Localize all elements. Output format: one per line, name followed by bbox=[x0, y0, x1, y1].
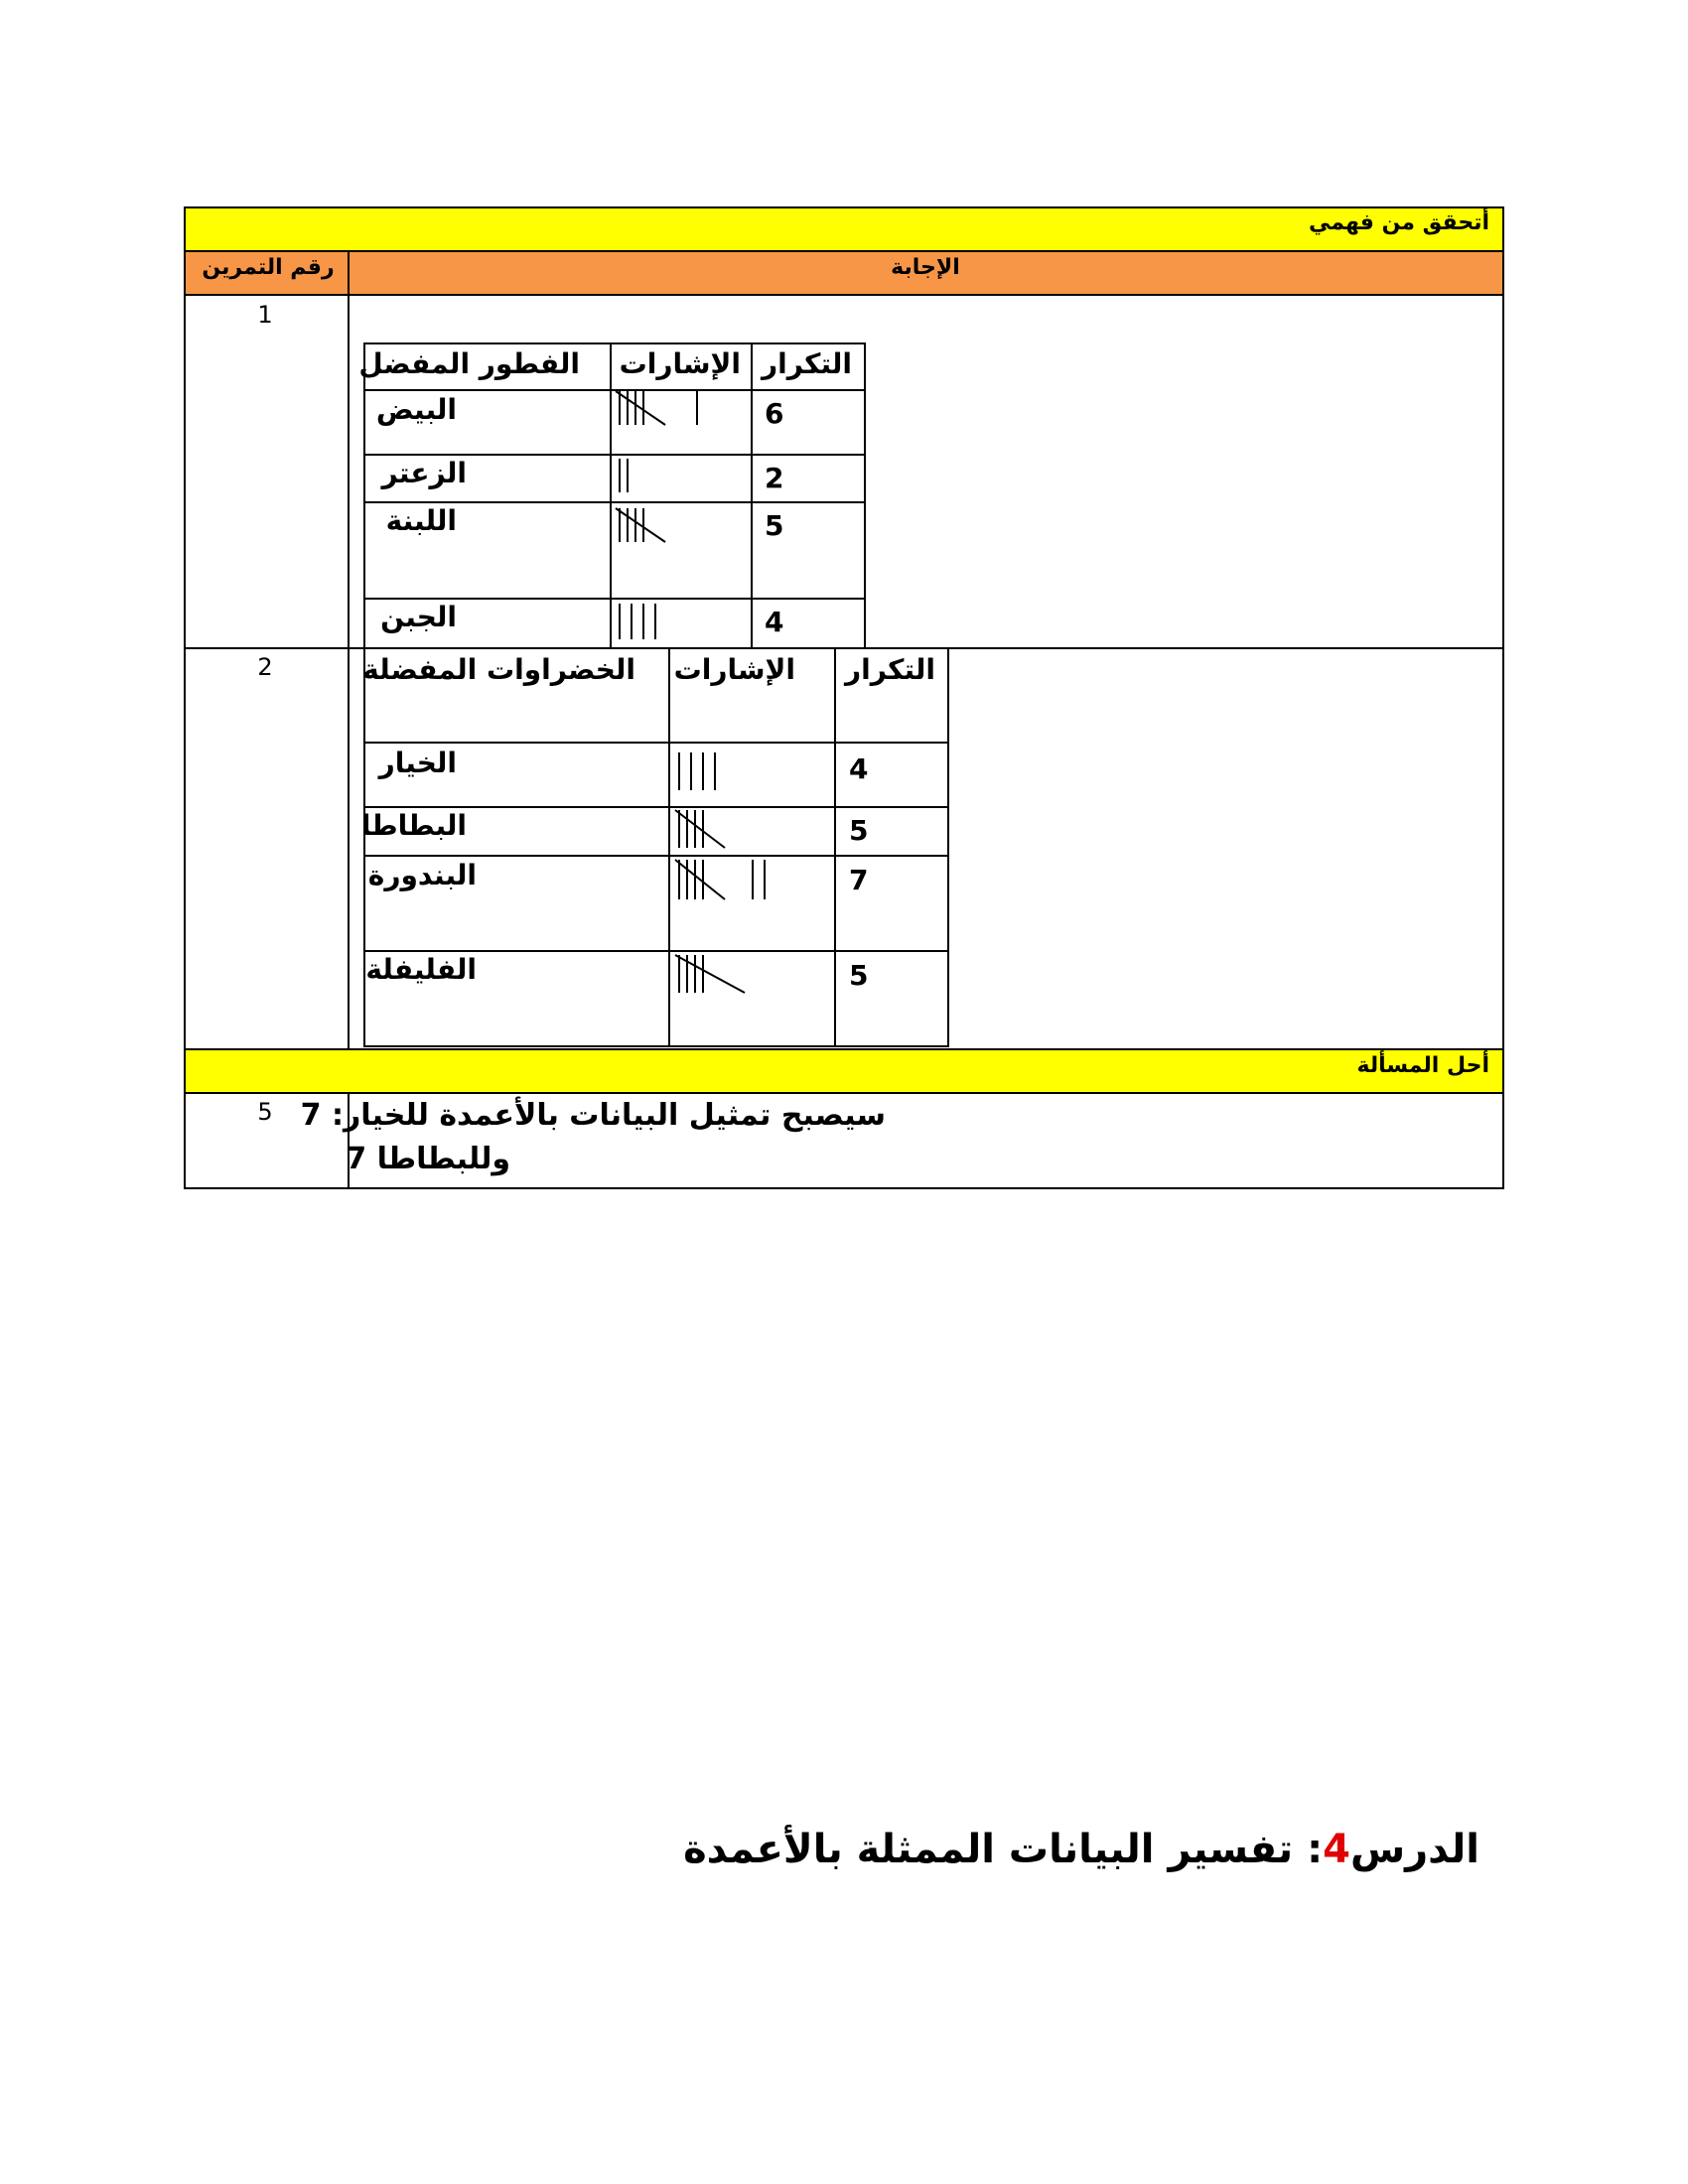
header-tally-2: الإشارات bbox=[673, 653, 795, 686]
row-freq-cucumber: 4 bbox=[849, 752, 869, 785]
tally-marks-tomatoes bbox=[673, 856, 822, 905]
row-freq-labneh: 5 bbox=[765, 509, 784, 542]
problem-answer-line-1: سيصبح تمثيل البيانات بالأعمدة للخيار: 7 bbox=[300, 1098, 886, 1133]
row-label-cucumber: الخيار bbox=[378, 747, 457, 779]
row-label-peppers: الفليفلة bbox=[365, 953, 477, 986]
header-frequency: التكرار bbox=[762, 347, 852, 380]
tally-marks-potatoes bbox=[673, 806, 822, 854]
lesson-prefix: الدرس bbox=[1349, 1827, 1479, 1872]
row-label-cheese: الجبن bbox=[380, 601, 457, 633]
exercise-2-number: 2 bbox=[257, 653, 273, 681]
tally-marks-peppers bbox=[673, 951, 822, 1001]
header-favorite-vegetables: الخضراوات المفضلة bbox=[362, 653, 635, 686]
exercise-number-header: رقم التمرين bbox=[202, 255, 335, 280]
row-freq-eggs: 6 bbox=[765, 397, 784, 430]
tally-marks-cucumber bbox=[673, 749, 822, 798]
lesson-number: 4 bbox=[1323, 1827, 1350, 1872]
check-understanding-title: أتحقق من فهمي bbox=[1309, 210, 1489, 235]
problem-number: 5 bbox=[257, 1098, 273, 1126]
row-label-potatoes: البطاطا bbox=[360, 809, 467, 842]
row-label-labneh: اللبنة bbox=[385, 504, 457, 537]
solve-problem-title: أحل المسألة bbox=[1356, 1053, 1489, 1078]
header-tally: الإشارات bbox=[619, 347, 741, 380]
row-freq-potatoes: 5 bbox=[849, 814, 869, 847]
row-freq-peppers: 5 bbox=[849, 959, 869, 992]
row-freq-thyme: 2 bbox=[765, 462, 784, 494]
header-favorite-breakfast: الفطور المفضل bbox=[358, 347, 580, 380]
problem-answer-line-2: وللبطاطا 7 bbox=[346, 1142, 510, 1176]
row-freq-tomatoes: 7 bbox=[849, 864, 869, 896]
header-frequency-2: التكرار bbox=[845, 653, 935, 686]
row-freq-cheese: 4 bbox=[765, 606, 784, 638]
row-label-thyme: الزعتر bbox=[381, 457, 467, 489]
exercise-1-number: 1 bbox=[257, 301, 273, 329]
row-label-eggs: البيض bbox=[375, 393, 457, 426]
lesson-title bbox=[683, 1827, 1479, 1872]
answer-header: الإجابة bbox=[891, 255, 960, 280]
lesson-title-text: : تفسير البيانات الممثلة بالأعمدة bbox=[683, 1827, 1324, 1872]
row-label-tomatoes: البندورة bbox=[367, 859, 477, 891]
